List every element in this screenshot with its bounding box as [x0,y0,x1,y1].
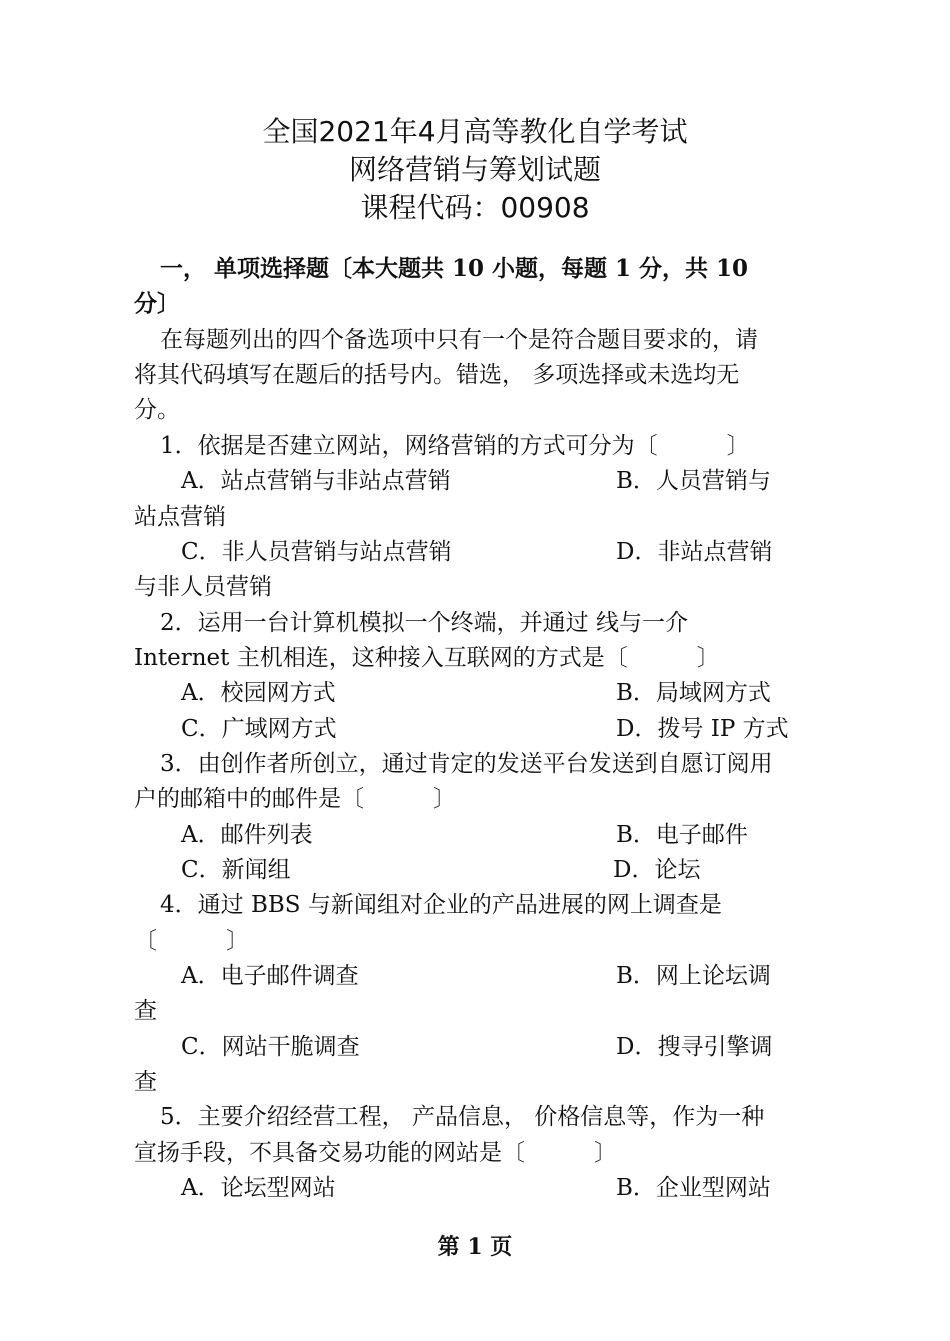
question-4-option-b-cont: 查 [134,998,157,1024]
question-3-option-b: B．电子邮件 [616,822,748,848]
instructions-line: 将其代码填写在题后的括号内。错选， 多项选择或未选均无 [134,362,740,388]
question-3-stem-cont: 户的邮箱中的邮件是〔 〕 [134,786,456,812]
question-1-option-d: D．非站点营销 [616,539,773,565]
question-5-option-b: B．企业型网站 [616,1175,771,1201]
question-4-option-d-cont: 查 [134,1069,157,1095]
question-2-stem-cont: Internet 主机相连，这种接入互联网的方式是〔 〕 [134,645,720,671]
question-2-option-c: C．广域网方式 [181,716,337,742]
question-2-option-b: B．局域网方式 [616,680,771,706]
exam-subject: 网络营销与筹划试题 [348,153,601,186]
question-1-option-b-cont: 站点营销 [134,504,226,530]
exam-title: 全国2021年4月高等教化自学考试 [262,115,688,148]
section-heading: 一， 单项选择题〔本大题共 10 小题，每题 1 分，共 10 [160,255,749,282]
question-3-option-a: A．邮件列表 [181,822,313,848]
question-4-option-a: A．电子邮件调查 [181,963,359,989]
instructions-line: 分。 [134,397,180,423]
question-1-option-d-cont: 与非人员营销 [134,574,272,600]
question-2-option-a: A．校园网方式 [181,680,336,706]
instructions-line: 在每题列出的四个备选项中只有一个是符合题目要求的，请 [160,327,758,353]
question-4-option-b: B．网上论坛调 [616,963,771,989]
question-2-stem: 2．运用一台计算机模拟一个终端，并通过 线与一介 [160,610,688,636]
course-code: 课程代码：00908 [360,191,590,224]
question-2-option-d: D．拨号 IP 方式 [616,716,789,742]
question-5-stem-cont: 宣扬手段，不具备交易功能的网站是〔 〕 [134,1140,617,1166]
question-5-option-a: A．论坛型网站 [181,1175,336,1201]
question-5-stem: 5．主要介绍经营工程， 产品信息， 价格信息等，作为一种 [160,1104,765,1130]
question-4-stem-cont: 〔 〕 [134,928,249,954]
page-number: 第 1 页 [437,1234,513,1260]
section-heading-cont: 分〕 [134,290,180,317]
question-1-stem: 1．依据是否建立网站，网络营销的方式可分为〔 〕 [160,433,750,459]
question-1-option-a: A．站点营销与非站点营销 [181,468,451,494]
question-3-option-c: C．新闻组 [181,857,291,883]
question-3-stem: 3．由创作者所创立，通过肯定的发送平台发送到自愿订阅用 [160,751,773,777]
question-4-option-d: D．搜寻引擎调 [616,1034,773,1060]
question-3-option-d: D．论坛 [613,857,701,883]
question-1-option-c: C．非人员营销与站点营销 [181,539,452,565]
question-4-stem: 4．通过 BBS 与新闻组对企业的产品进展的网上调查是 [160,892,722,918]
question-1-option-b: B．人员营销与 [616,468,771,494]
question-4-option-c: C．网站干脆调查 [181,1034,360,1060]
